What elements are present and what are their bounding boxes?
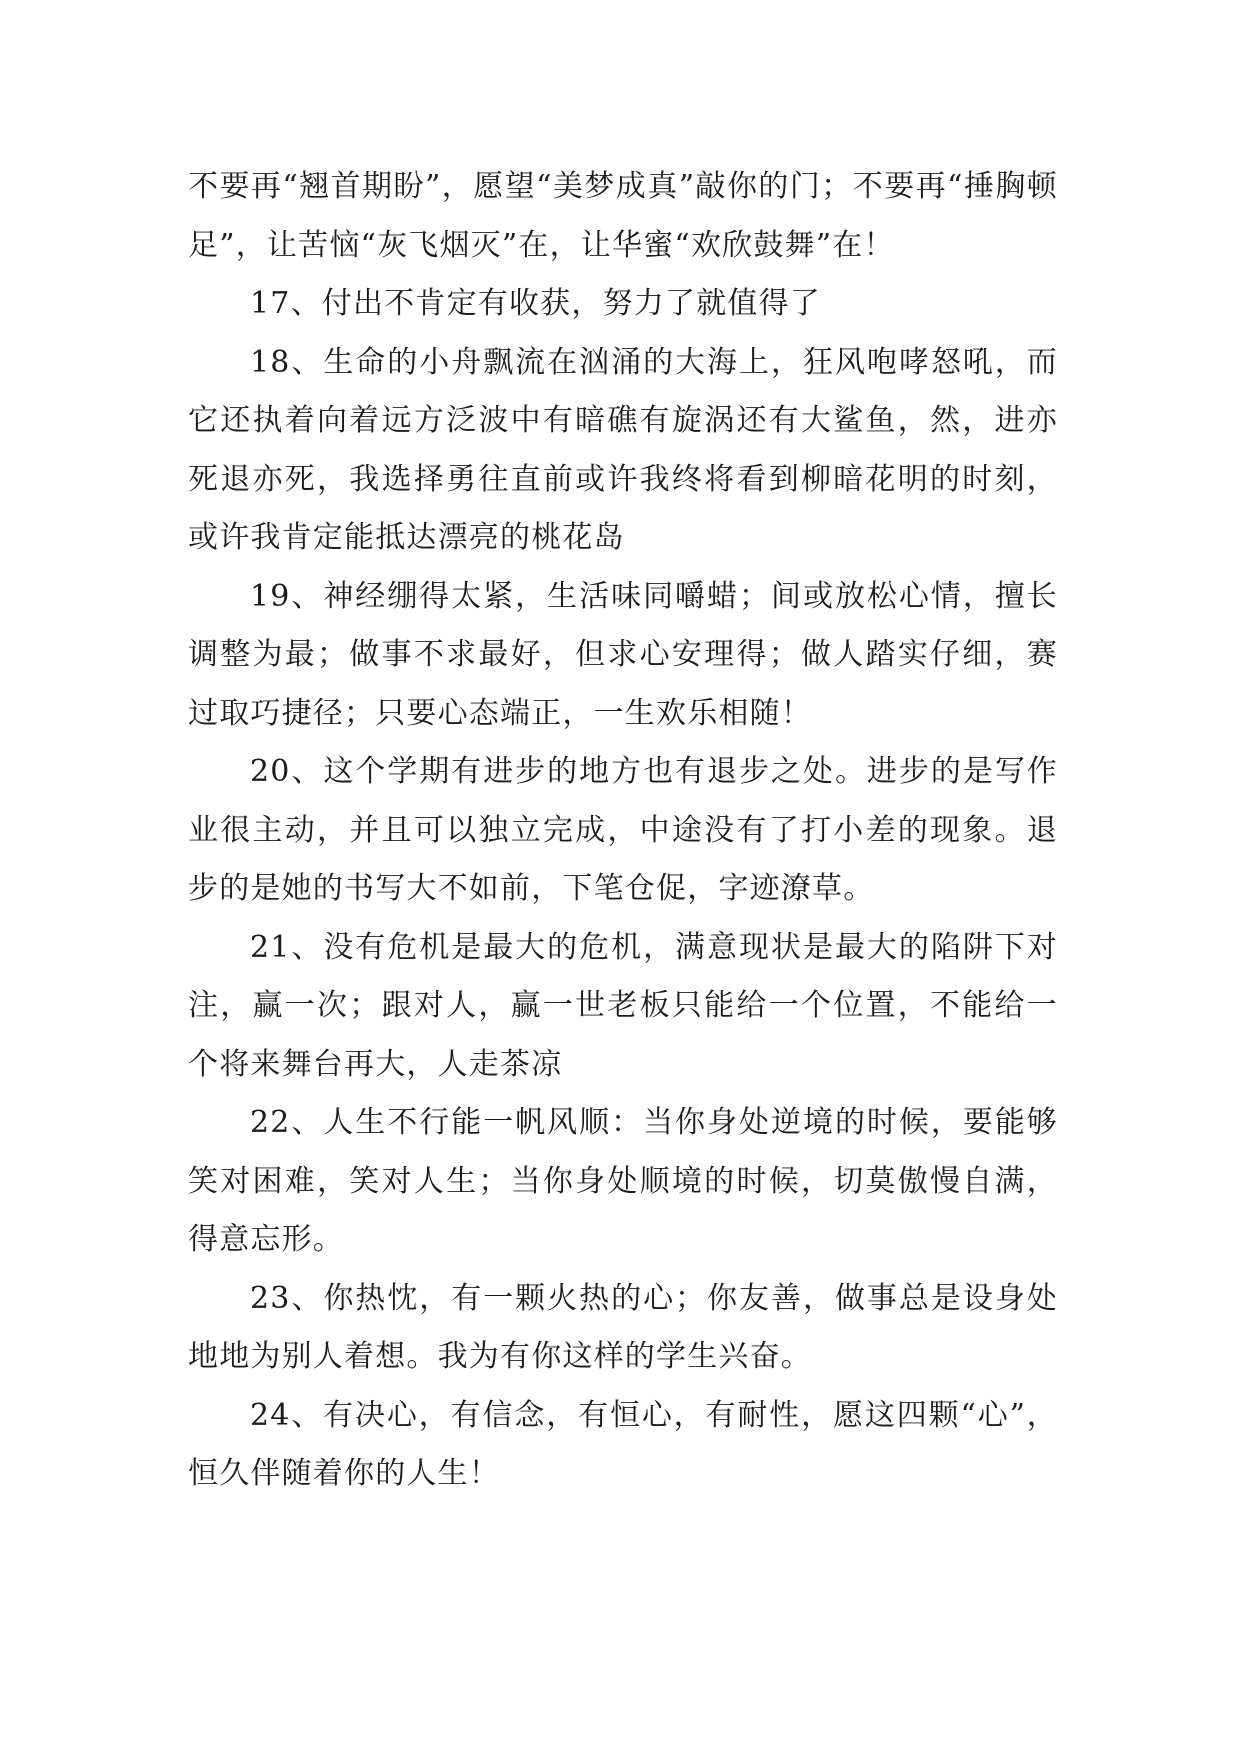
paragraph-23: 23、你热忱，有一颗火热的心；你友善，做事总是设身处地地为别人着想。我为有你这样的学生兴奋。: [188, 1280, 1058, 1374]
paragraph-18: 18、生命的小舟飘流在汹涌的大海上，狂风咆哮怒吼，而它还执着向着远方泛波中有暗礁有旋涡还有大鲨鱼，然，进亦死退亦死，我选择勇往直前或许我终将看到柳暗花明的时刻，或许我肯定能抵达漂亮的桃花岛: [188, 344, 1058, 555]
paragraph-21: 21、没有危机是最大的危机，满意现状是最大的陷阱下对注，赢一次；跟对人，赢一世老板只能给一个位置，不能给一个将来舞台再大，人走茶凉: [188, 929, 1058, 1082]
paragraph-20: 20、这个学期有进步的地方也有退步之处。进步的是写作业很主动，并且可以独立完成，中途没有了打小差的现象。退步的是她的书写大不如前，下笔仓促，字迹潦草。: [188, 754, 1058, 906]
paragraph-22: 22、人生不行能一帆风顺：当你身处逆境的时候，要能够笑对困难，笑对人生；当你身处顺境的时候，切莫傲慢自满，得意忘形。: [188, 1105, 1058, 1257]
paragraph-19: 19、神经绷得太紧，生活味同嚼蜡；间或放松心情，擅长调整为最；做事不求最好，但求心安理得；做人踏实仔细，赛过取巧捷径；只要心态端正，一生欢乐相随！: [188, 578, 1058, 731]
paragraph-24: 24、有决心，有信念，有恒心，有耐性，愿这四颗“心”，恒久伴随着你的人生！: [188, 1397, 1058, 1491]
paragraph-17: 17、付出不肯定有收获，努力了就值得了: [250, 286, 821, 321]
paragraph-continuation: 不要再“翘首期盼”，愿望“美梦成真”敲你的门；不要再“捶胸顿足”，让苦恼“灰飞烟灭”在，让华蜜“欢欣鼓舞”在！: [188, 169, 1058, 263]
document-body: [188, 158, 1058, 1504]
